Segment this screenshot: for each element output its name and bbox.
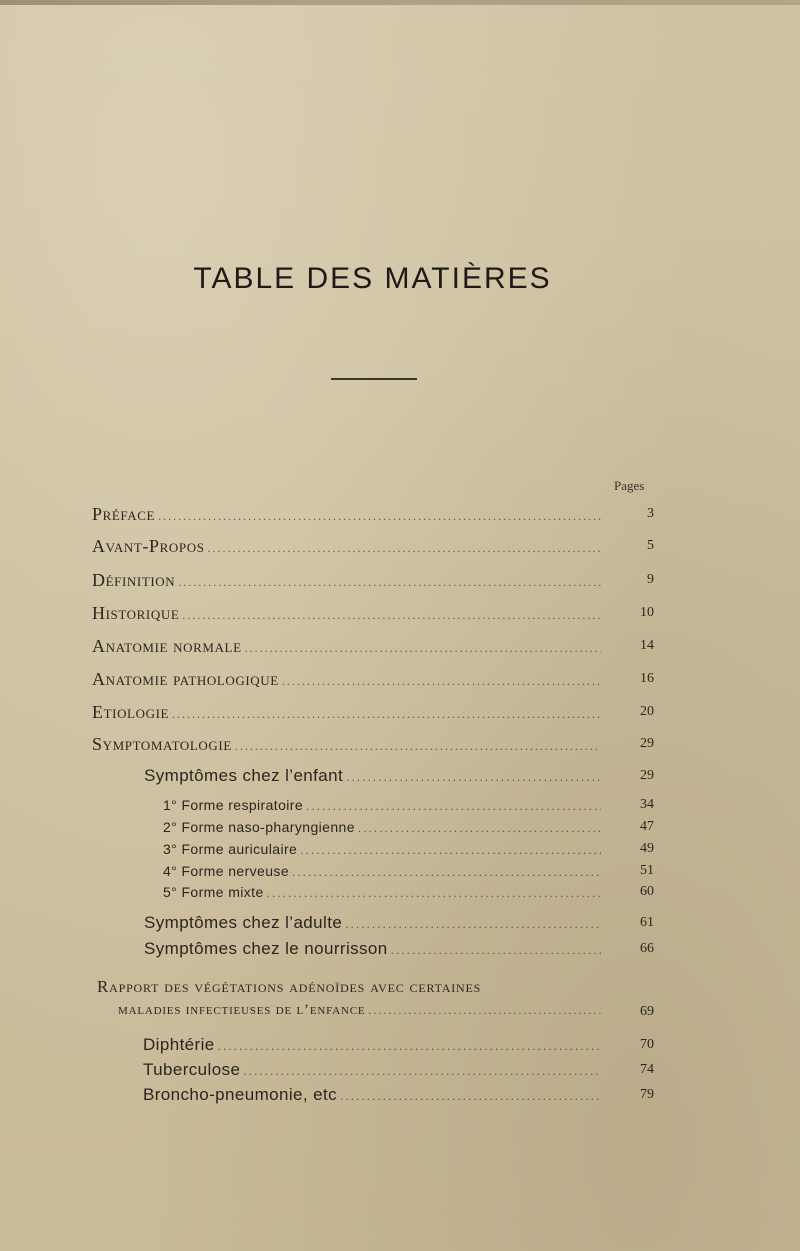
toc-entry-preface (92, 504, 604, 528)
pages-column-header: Pages (614, 478, 645, 493)
toc-entry-anatomie-normale (92, 636, 604, 660)
toc-entry-etiologie (92, 702, 604, 726)
leader-dots (282, 674, 601, 689)
leader-dots (235, 739, 601, 754)
toc-entry-label: Diphtérie (143, 1035, 215, 1054)
toc-entry-label: Préface (92, 504, 156, 524)
toc-entry-label: 2° Forme naso-pharyngienne (163, 819, 355, 835)
toc-entry-label: Rapport des végétations adénoïdes avec certaines (97, 977, 482, 996)
toc-entry-label: Etiologie (92, 702, 170, 722)
leader-dots (340, 1089, 601, 1103)
toc-page-number: 34 (640, 797, 654, 812)
leader-dots (391, 943, 601, 957)
leader-dots (218, 1039, 601, 1053)
toc-page-number: 16 (640, 671, 654, 686)
toc-page-number: 29 (640, 736, 654, 751)
toc-entry-label: 5° Forme mixte (163, 884, 264, 900)
toc-entry-label: 4° Forme nerveuse (163, 863, 290, 879)
toc-page-number: 74 (640, 1062, 654, 1077)
leader-dots (292, 865, 601, 879)
toc-page-number: 51 (640, 863, 654, 878)
toc-entry-label: Tuberculose (143, 1060, 241, 1079)
toc-page-number: 47 (640, 819, 654, 834)
leader-dots (345, 917, 601, 931)
toc-page-number: 29 (640, 768, 654, 783)
toc-page-number: 49 (640, 841, 654, 856)
toc-entry-symptomes-enfant (144, 766, 604, 790)
toc-entry-label: Anatomie normale (92, 636, 242, 656)
leader-dots (208, 541, 601, 556)
toc-entry-label: Historique (92, 603, 180, 623)
toc-page-number: 66 (640, 941, 654, 956)
toc-entry-broncho-pneumonie (143, 1085, 604, 1109)
leader-dots (245, 641, 601, 656)
page-title: TABLE DES MATIÈRES (193, 262, 552, 295)
toc-entry-label: maladies infectieuses de l’enfance (118, 1002, 366, 1018)
toc-entry-forme-naso-pharyngienne (163, 819, 604, 843)
toc-entry-definition (92, 570, 604, 594)
toc-page-number: 9 (647, 572, 654, 587)
toc-entry-symptomes-nourrisson (144, 939, 604, 963)
leader-dots (300, 843, 601, 857)
leader-dots (358, 821, 601, 835)
toc-page-number: 61 (640, 915, 654, 930)
toc-entry-symptomatologie (92, 734, 604, 758)
toc-entry-tuberculose (143, 1060, 604, 1084)
leader-dots (172, 707, 601, 722)
page-edge-shadow (0, 0, 800, 5)
toc-entry-symptomes-adulte (144, 913, 604, 937)
toc-entry-label: 1° Forme respiratoire (163, 797, 304, 813)
toc-entry-label: Symptômes chez l’adulte (144, 913, 343, 932)
toc-page-number: 10 (640, 605, 654, 620)
toc-entry-label: Symptômes chez l’enfant (144, 766, 344, 785)
toc-entry-historique (92, 603, 604, 627)
toc-page-number: 69 (640, 1004, 654, 1019)
leader-dots (346, 770, 601, 784)
toc-entry-forme-auriculaire (163, 841, 604, 865)
leader-dots (267, 886, 601, 900)
toc-page-number: 20 (640, 704, 654, 719)
title-divider (331, 378, 417, 380)
toc-entry-forme-mixte (163, 884, 604, 908)
leader-dots (368, 1003, 601, 1018)
toc-page-number: 79 (640, 1087, 654, 1102)
toc-entry-rapport-line2 (118, 1002, 604, 1026)
leader-dots (182, 608, 601, 623)
leader-dots (178, 575, 601, 590)
toc-entry-label: Symptômes chez le nourrisson (144, 939, 388, 958)
toc-page-number: 60 (640, 884, 654, 899)
toc-entry-rapport-line1 (97, 977, 617, 1001)
toc-entry-label: Anatomie pathologique (92, 669, 279, 689)
toc-entry-diphterie (143, 1035, 604, 1059)
toc-page-number: 5 (647, 538, 654, 553)
leader-dots (243, 1064, 601, 1078)
toc-entry-label: Symptomatologie (92, 734, 232, 754)
leader-dots (306, 799, 601, 813)
toc-entry-forme-respiratoire (163, 797, 604, 821)
toc-entry-label: Définition (92, 570, 176, 590)
toc-entry-anatomie-pathologique (92, 669, 604, 693)
toc-page-number: 14 (640, 638, 654, 653)
toc-page-number: 3 (647, 506, 654, 521)
toc-entry-label: 3° Forme auriculaire (163, 841, 298, 857)
toc-entry-avant-propos (92, 536, 604, 560)
toc-entry-label: Avant-Propos (92, 536, 205, 556)
toc-page-number: 70 (640, 1037, 654, 1052)
leader-dots (158, 509, 601, 524)
toc-entry-label: Broncho-pneumonie, etc (143, 1085, 338, 1104)
